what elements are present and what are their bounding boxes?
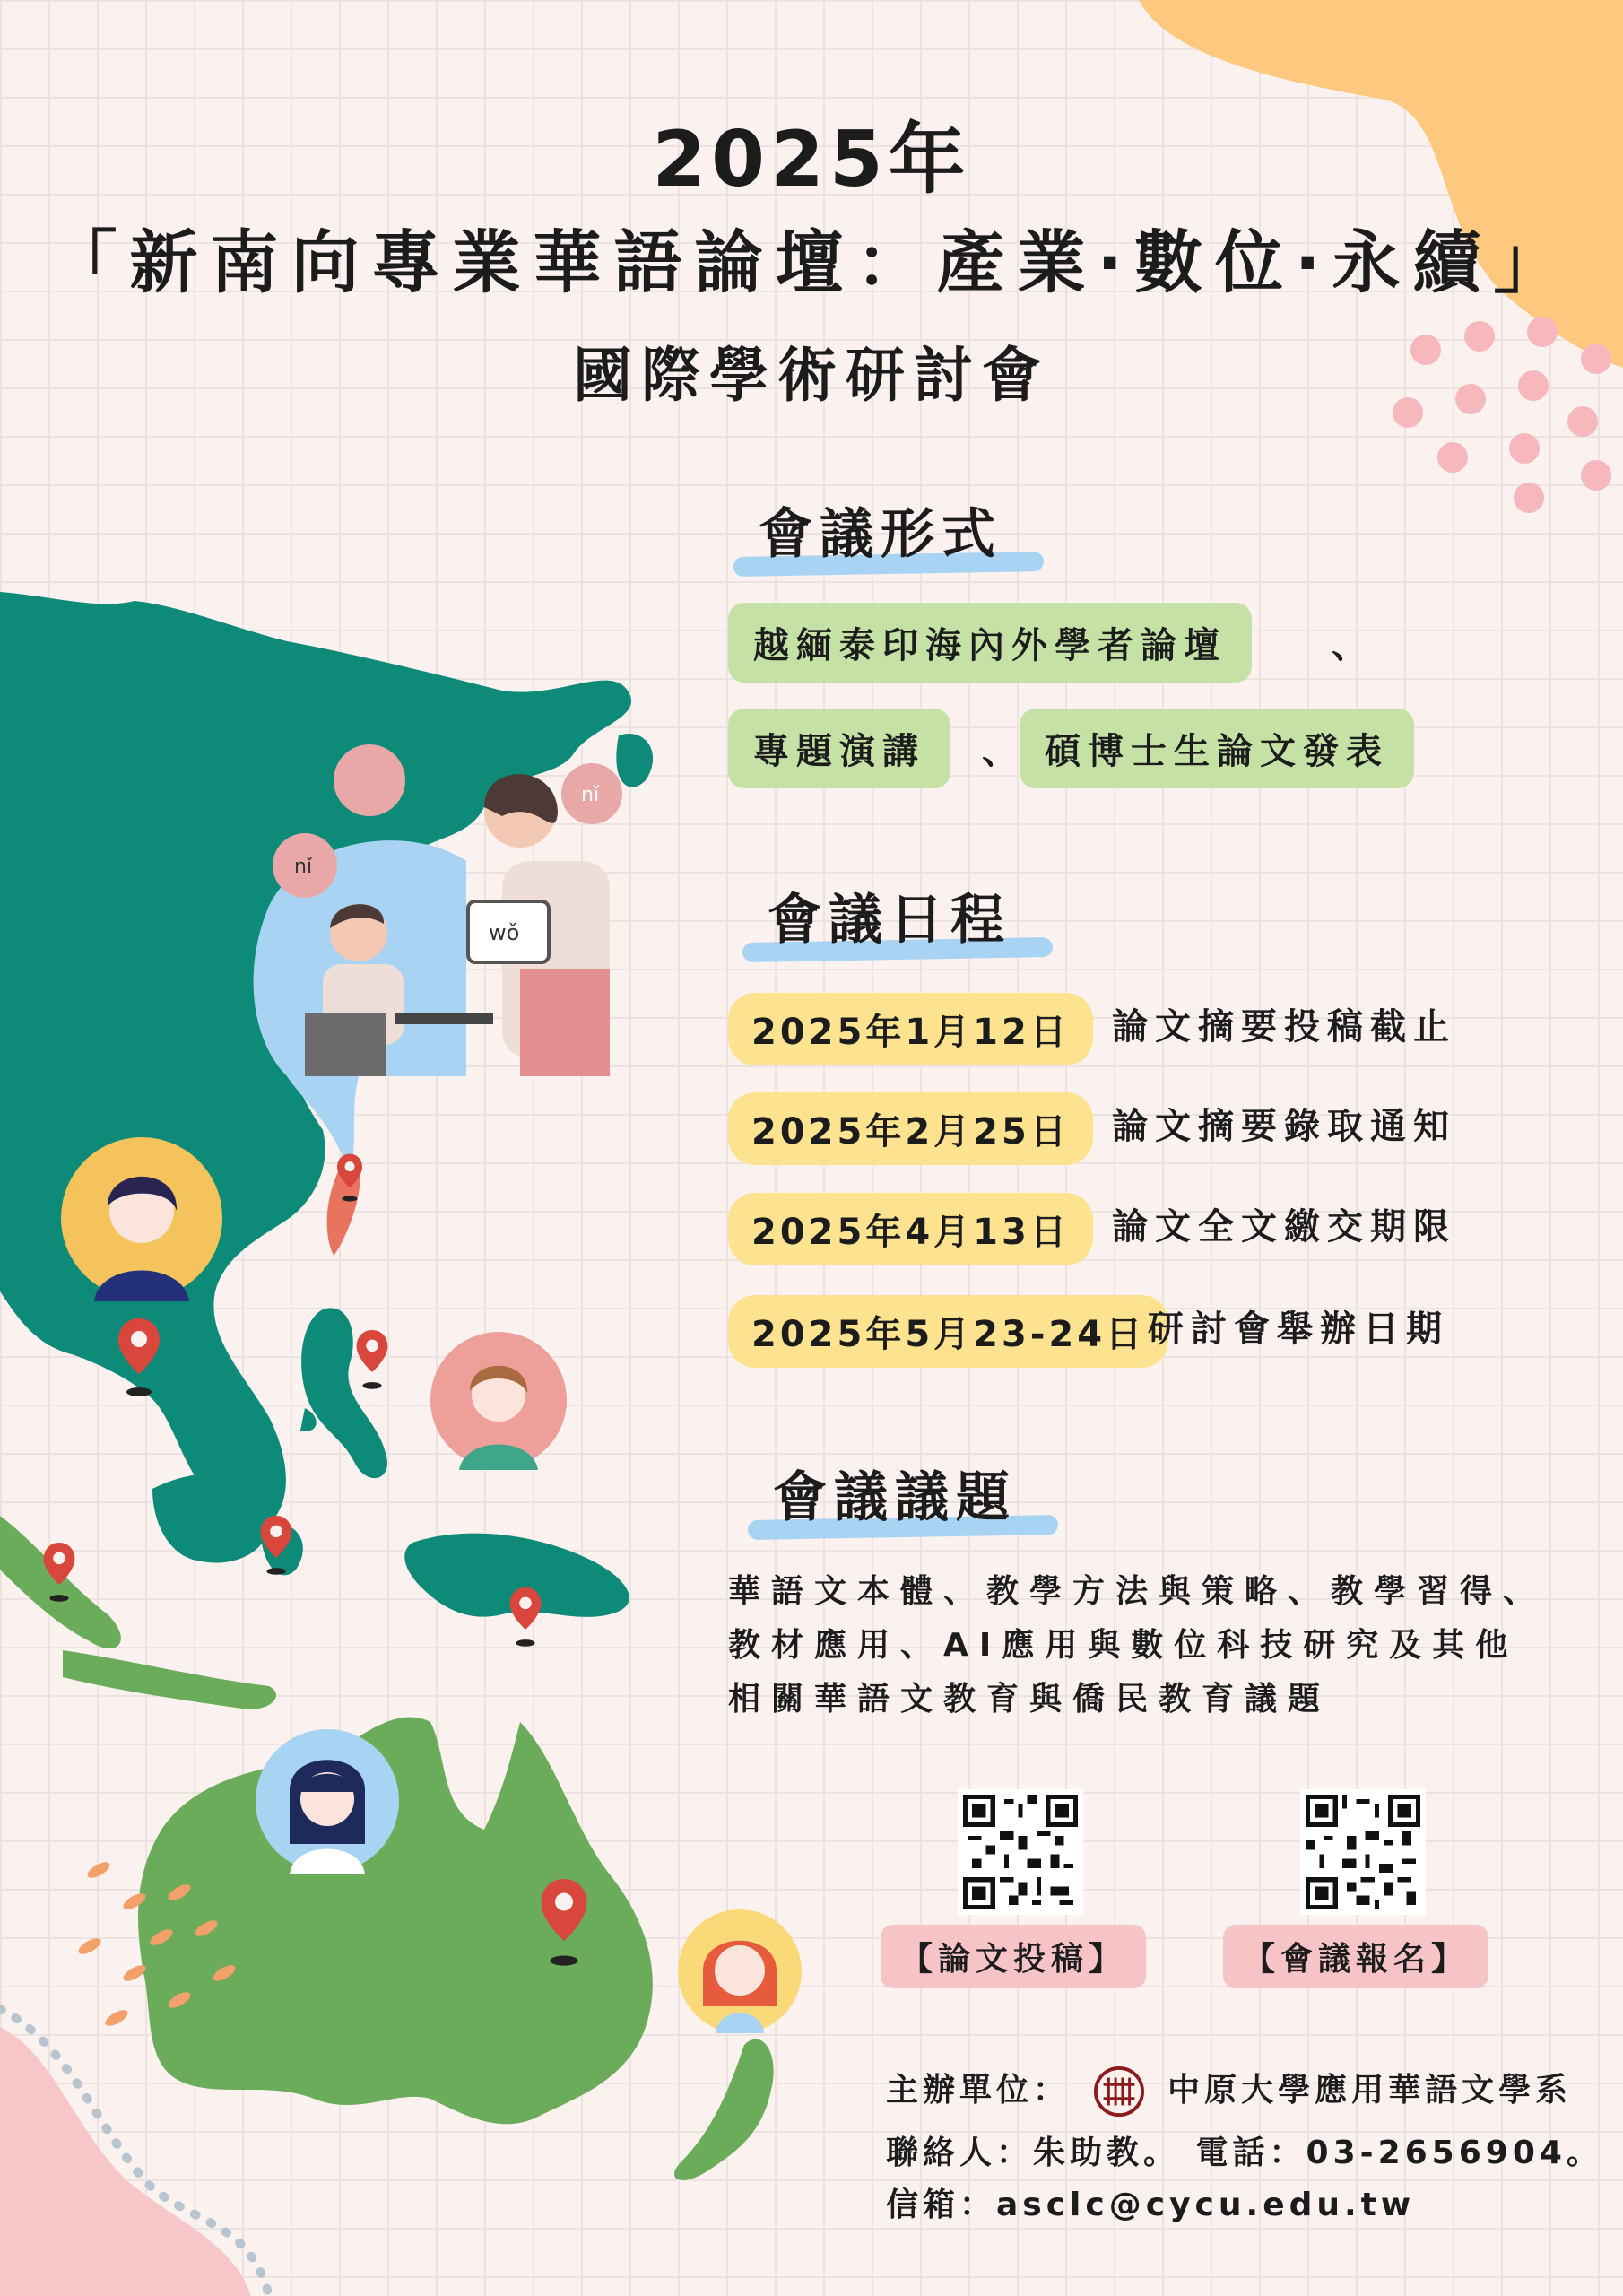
format-separator: 、: [982, 731, 1018, 772]
map-pin-icon: [541, 1879, 587, 1969]
page-subtitle: 國際學術研討會: [573, 341, 1050, 410]
topics-line: 教材應用、AI應用與數位科技研究及其他: [728, 1627, 1519, 1664]
format-separator: 、: [1332, 625, 1367, 666]
topics-line: 相關華語文教育與僑民教育議題: [728, 1681, 1332, 1718]
register-link[interactable]: 【會議報名】: [1223, 1925, 1488, 1988]
map-pin-icon: [260, 1516, 292, 1577]
card-text: wǒ: [489, 920, 520, 945]
organizer-name: 中原大學應用華語文學系: [1167, 2072, 1573, 2109]
avatar-boy: [58, 1135, 225, 1301]
schedule-date: 2025年4月13日: [728, 1193, 1093, 1265]
registration-qr-code[interactable]: [1300, 1789, 1426, 1915]
topics-heading: 會議議題: [759, 1455, 1031, 1532]
topics-text: [728, 1565, 1562, 1726]
format-item-keynote: 專題演講: [728, 709, 950, 788]
email-line[interactable]: 信箱：asclc@cycu.edu.tw: [886, 2187, 1416, 2223]
format-item-student-papers: 碩博士生論文發表: [1020, 709, 1414, 788]
bubble-right-text: nǐ: [581, 784, 600, 806]
map-pin-icon: [118, 1318, 160, 1399]
map-pin-icon: [43, 1543, 75, 1604]
schedule-desc: 論文摘要錄取通知: [1112, 1106, 1456, 1147]
submit-paper-link[interactable]: 【論文投稿】: [881, 1925, 1146, 1988]
map-pin-icon: [356, 1330, 388, 1391]
avatar-girl: [254, 1727, 401, 1874]
avatar-redhead: [676, 1908, 803, 2035]
format-heading: 會議形式: [744, 491, 1017, 569]
format-item-forum: 越緬泰印海內外學者論壇: [728, 603, 1252, 683]
schedule-heading: 會議日程: [753, 877, 1026, 954]
schedule-date: 2025年1月12日: [728, 993, 1093, 1065]
schedule-desc: 論文摘要投稿截止: [1112, 1006, 1456, 1048]
schedule-desc: 論文全文繳交期限: [1112, 1206, 1456, 1248]
organizer-line: [886, 2065, 1572, 2118]
avatar-man: [429, 1330, 568, 1470]
submission-qr-code[interactable]: [958, 1789, 1083, 1915]
teacher-student-illustration: [233, 744, 628, 1175]
title-year: 2025年: [652, 115, 971, 204]
page-title: 「新南向專業華語論壇：產業‧數位‧永續」: [48, 222, 1575, 302]
contact-line: 聯絡人：朱助教。 電話：03-2656904。: [886, 2135, 1603, 2171]
map-pin-icon: [509, 1587, 542, 1648]
schedule-desc: 研討會舉辦日期: [1148, 1309, 1449, 1350]
topics-line: 華語文本體、教學方法與策略、教學習得、: [728, 1573, 1547, 1610]
schedule-date: 2025年2月25日: [728, 1092, 1093, 1165]
map-pin-icon: [337, 1153, 362, 1204]
university-seal-icon: [1093, 2066, 1145, 2118]
schedule-date: 2025年5月23-24日: [728, 1295, 1168, 1368]
bubble-left-text: nǐ: [294, 856, 313, 878]
organizer-label: 主辦單位：: [886, 2072, 1071, 2109]
